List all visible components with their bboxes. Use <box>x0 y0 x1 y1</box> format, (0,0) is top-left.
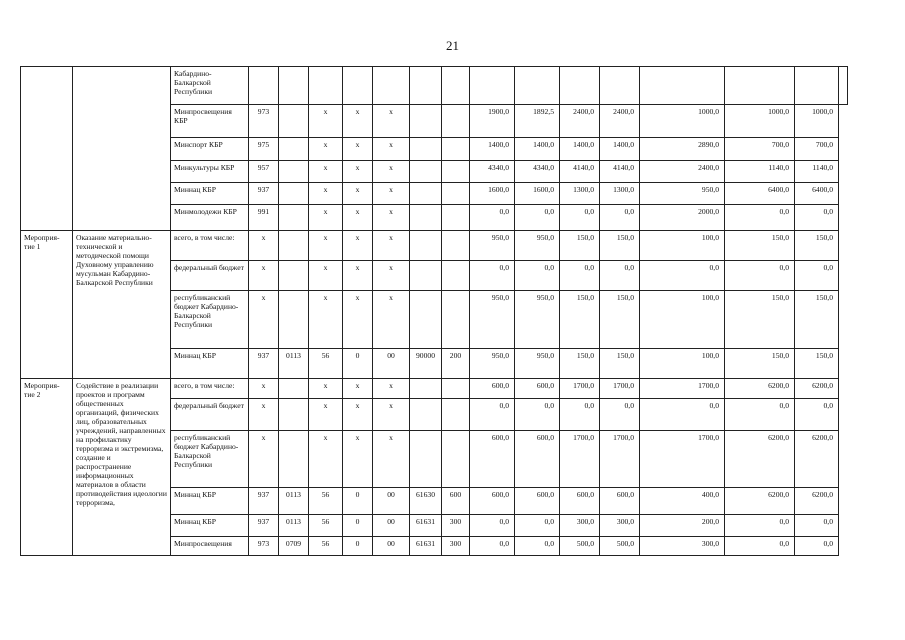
cell-value-5: 300,0 <box>640 537 725 556</box>
cell-value-2: 4340,0 <box>515 161 560 183</box>
cell-value-5: 1700,0 <box>640 379 725 399</box>
cell-value-2: 0,0 <box>515 261 560 291</box>
cell-value-5: 1000,0 <box>640 105 725 138</box>
cell-cs-2: 0 <box>343 515 373 537</box>
cell-value-5: 0,0 <box>640 261 725 291</box>
cell-value-7: 0,0 <box>795 399 839 431</box>
cell-value-3: 500,0 <box>560 537 600 556</box>
cell-value-4: 1300,0 <box>600 183 640 205</box>
cell-rz-pr <box>279 138 309 161</box>
cell-value-4: 150,0 <box>600 291 640 349</box>
cell-rz-pr <box>279 261 309 291</box>
cell-cs-2: x <box>343 183 373 205</box>
cell-cs-4 <box>410 231 442 261</box>
cell-cs-1: x <box>309 205 343 231</box>
cell-value-6: 700,0 <box>725 138 795 161</box>
cell-value-1: 0,0 <box>470 205 515 231</box>
cell-value-1: 1400,0 <box>470 138 515 161</box>
cell-cs-2: x <box>343 261 373 291</box>
cell-value-6: 150,0 <box>725 349 795 379</box>
cell-value-7: 700,0 <box>795 138 839 161</box>
cell-executor: Минкультуры КБР <box>171 161 249 183</box>
cell-value-3: 1700,0 <box>560 379 600 399</box>
cell-value-6: 0,0 <box>725 261 795 291</box>
cell-cs-3: x <box>373 291 410 349</box>
cell-value-4: 150,0 <box>600 349 640 379</box>
cell-value-1: 600,0 <box>470 431 515 488</box>
cell-executor: всего, в том числе: <box>171 379 249 399</box>
cell-cs-4 <box>410 183 442 205</box>
cell-cs-1: x <box>309 379 343 399</box>
cell-value-1: 950,0 <box>470 349 515 379</box>
cell-cs-1: x <box>309 431 343 488</box>
cell-value-3: 2400,0 <box>560 105 600 138</box>
cell-executor: Миннац КБР <box>171 515 249 537</box>
cell-cs-4 <box>410 379 442 399</box>
cell-value-5: 950,0 <box>640 183 725 205</box>
cell-grbs: x <box>249 431 279 488</box>
cell-cs-1: x <box>309 291 343 349</box>
cell-value-6: 0,0 <box>725 205 795 231</box>
cell-vr <box>442 138 470 161</box>
cell-value-6: 1000,0 <box>725 105 795 138</box>
cell-grbs: x <box>249 291 279 349</box>
cell-value-2 <box>515 67 560 105</box>
table-row <box>21 67 848 105</box>
cell-cs-4 <box>410 161 442 183</box>
cell-measure-name <box>73 67 171 231</box>
cell-cs-2: x <box>343 379 373 399</box>
cell-rz-pr <box>279 291 309 349</box>
cell-cs-3: x <box>373 161 410 183</box>
cell-cs-2: x <box>343 138 373 161</box>
cell-value-7: 1140,0 <box>795 161 839 183</box>
cell-cs-3: x <box>373 105 410 138</box>
cell-value-6: 0,0 <box>725 399 795 431</box>
cell-value-4: 300,0 <box>600 515 640 537</box>
cell-cs-1: x <box>309 161 343 183</box>
cell-value-7: 6200,0 <box>795 431 839 488</box>
cell-executor: республиканский бюджет Кабардино-Балкарской Республики <box>171 291 249 349</box>
cell-vr <box>442 231 470 261</box>
cell-cs-2: x <box>343 161 373 183</box>
cell-cs-3: x <box>373 261 410 291</box>
cell-executor: Минмолодежи КБР <box>171 205 249 231</box>
cell-value-3: 150,0 <box>560 231 600 261</box>
cell-cs-1: x <box>309 138 343 161</box>
cell-cs-2: x <box>343 431 373 488</box>
cell-rz-pr <box>279 105 309 138</box>
cell-value-3: 1700,0 <box>560 431 600 488</box>
cell-cs-2: x <box>343 291 373 349</box>
cell-value-2: 0,0 <box>515 515 560 537</box>
cell-executor: республиканский бюджет Кабардино-Балкарской Республики <box>171 431 249 488</box>
cell-value-7: 0,0 <box>795 515 839 537</box>
cell-grbs: 973 <box>249 537 279 556</box>
cell-grbs: 937 <box>249 349 279 379</box>
cell-value-4: 150,0 <box>600 231 640 261</box>
cell-cs-3: x <box>373 183 410 205</box>
cell-value-3 <box>560 67 600 105</box>
cell-value-3: 0,0 <box>560 399 600 431</box>
cell-executor: федеральный бюджет <box>171 261 249 291</box>
cell-cs-3: x <box>373 231 410 261</box>
cell-value-4: 2400,0 <box>600 105 640 138</box>
cell-value-5: 100,0 <box>640 349 725 379</box>
cell-value-4: 1400,0 <box>600 138 640 161</box>
table-row <box>21 231 848 261</box>
cell-rz-pr <box>279 205 309 231</box>
cell-value-1: 950,0 <box>470 291 515 349</box>
cell-grbs: 957 <box>249 161 279 183</box>
cell-grbs: 937 <box>249 515 279 537</box>
cell-rz-pr <box>279 399 309 431</box>
cell-value-6: 6200,0 <box>725 431 795 488</box>
cell-value-2: 600,0 <box>515 488 560 515</box>
cell-value-1: 0,0 <box>470 261 515 291</box>
cell-grbs: x <box>249 399 279 431</box>
cell-value-3: 150,0 <box>560 291 600 349</box>
cell-cs-2: x <box>343 399 373 431</box>
cell-value-7: 6400,0 <box>795 183 839 205</box>
cell-executor: Минпросвещения КБР <box>171 105 249 138</box>
cell-value-3: 600,0 <box>560 488 600 515</box>
table-row <box>21 379 848 399</box>
cell-cs-2: 0 <box>343 537 373 556</box>
cell-cs-1: x <box>309 183 343 205</box>
cell-value-2: 1400,0 <box>515 138 560 161</box>
cell-rz-pr <box>279 67 309 105</box>
cell-cs-1: 56 <box>309 488 343 515</box>
cell-grbs: 937 <box>249 183 279 205</box>
cell-rz-pr <box>279 183 309 205</box>
cell-cs-2 <box>343 67 373 105</box>
cell-executor: федеральный бюджет <box>171 399 249 431</box>
cell-value-6: 0,0 <box>725 515 795 537</box>
cell-cs-4 <box>410 261 442 291</box>
cell-cs-4 <box>410 105 442 138</box>
cell-undefined <box>839 67 848 105</box>
cell-vr <box>442 379 470 399</box>
cell-value-3: 150,0 <box>560 349 600 379</box>
cell-value-7: 150,0 <box>795 349 839 379</box>
cell-vr <box>442 205 470 231</box>
cell-rz-pr <box>279 231 309 261</box>
cell-rz-pr: 0113 <box>279 488 309 515</box>
cell-vr: 200 <box>442 349 470 379</box>
cell-cs-3: 00 <box>373 349 410 379</box>
cell-value-2: 0,0 <box>515 205 560 231</box>
cell-value-1: 950,0 <box>470 231 515 261</box>
cell-value-1: 600,0 <box>470 379 515 399</box>
cell-value-2: 0,0 <box>515 537 560 556</box>
cell-value-7: 0,0 <box>795 261 839 291</box>
cell-cs-1: 56 <box>309 537 343 556</box>
cell-cs-1: 56 <box>309 349 343 379</box>
cell-value-2: 950,0 <box>515 231 560 261</box>
cell-cs-1: x <box>309 399 343 431</box>
cell-cs-2: x <box>343 105 373 138</box>
cell-cs-2: 0 <box>343 349 373 379</box>
cell-grbs: 973 <box>249 105 279 138</box>
cell-cs-3: x <box>373 399 410 431</box>
cell-cs-1: x <box>309 105 343 138</box>
cell-value-1: 1900,0 <box>470 105 515 138</box>
cell-value-2: 950,0 <box>515 291 560 349</box>
cell-value-6: 6400,0 <box>725 183 795 205</box>
cell-cs-3: 00 <box>373 537 410 556</box>
cell-value-2: 0,0 <box>515 399 560 431</box>
cell-rz-pr <box>279 161 309 183</box>
cell-value-4: 0,0 <box>600 205 640 231</box>
cell-value-1: 0,0 <box>470 399 515 431</box>
cell-cs-4 <box>410 399 442 431</box>
cell-executor: Кабардино-Балкарской Республики <box>171 67 249 105</box>
cell-cs-1: 56 <box>309 515 343 537</box>
cell-cs-2: x <box>343 231 373 261</box>
cell-vr: 600 <box>442 488 470 515</box>
cell-vr <box>442 105 470 138</box>
cell-value-2: 950,0 <box>515 349 560 379</box>
cell-value-5: 0,0 <box>640 399 725 431</box>
cell-value-3: 1300,0 <box>560 183 600 205</box>
cell-value-1: 4340,0 <box>470 161 515 183</box>
cell-value-7: 150,0 <box>795 231 839 261</box>
cell-value-7: 6200,0 <box>795 488 839 515</box>
cell-value-6: 6200,0 <box>725 488 795 515</box>
cell-grbs: 991 <box>249 205 279 231</box>
cell-value-3: 300,0 <box>560 515 600 537</box>
cell-cs-3: x <box>373 205 410 231</box>
cell-cs-4 <box>410 67 442 105</box>
cell-cs-2: x <box>343 205 373 231</box>
cell-grbs: x <box>249 231 279 261</box>
cell-value-7: 150,0 <box>795 291 839 349</box>
cell-rz-pr <box>279 379 309 399</box>
cell-executor: Минпросвещения <box>171 537 249 556</box>
cell-value-5 <box>640 67 725 105</box>
cell-vr <box>442 67 470 105</box>
cell-vr <box>442 261 470 291</box>
cell-value-4: 0,0 <box>600 261 640 291</box>
cell-vr <box>442 161 470 183</box>
cell-vr <box>442 183 470 205</box>
cell-cs-1 <box>309 67 343 105</box>
cell-cs-4 <box>410 291 442 349</box>
cell-measure-name: Содействие в реализации проектов и программ общественных организаций, физических лиц, образовательных учреждений, направленных на профилактику терроризма и экстремизма, создание и распространение информационных материалов в области противодействия идеологии терроризма, <box>73 379 171 556</box>
cell-rz-pr <box>279 431 309 488</box>
cell-value-2: 600,0 <box>515 379 560 399</box>
cell-value-1 <box>470 67 515 105</box>
cell-value-3: 0,0 <box>560 205 600 231</box>
cell-measure-code: Мероприя-тие 1 <box>21 231 73 379</box>
cell-value-4: 1700,0 <box>600 431 640 488</box>
cell-cs-4 <box>410 431 442 488</box>
cell-grbs: 975 <box>249 138 279 161</box>
cell-cs-1: x <box>309 261 343 291</box>
cell-vr: 300 <box>442 515 470 537</box>
cell-value-1: 0,0 <box>470 515 515 537</box>
cell-cs-4: 61630 <box>410 488 442 515</box>
cell-value-5: 2400,0 <box>640 161 725 183</box>
cell-value-7: 0,0 <box>795 205 839 231</box>
cell-vr <box>442 399 470 431</box>
cell-cs-3 <box>373 67 410 105</box>
cell-cs-3: x <box>373 431 410 488</box>
cell-value-4 <box>600 67 640 105</box>
page-number: 21 <box>446 38 459 53</box>
cell-value-4: 1700,0 <box>600 379 640 399</box>
cell-grbs: x <box>249 379 279 399</box>
cell-value-7: 1000,0 <box>795 105 839 138</box>
cell-value-4: 600,0 <box>600 488 640 515</box>
cell-value-6: 150,0 <box>725 231 795 261</box>
cell-value-3: 0,0 <box>560 261 600 291</box>
cell-value-5: 1700,0 <box>640 431 725 488</box>
cell-value-5: 200,0 <box>640 515 725 537</box>
cell-value-4: 4140,0 <box>600 161 640 183</box>
cell-value-2: 1600,0 <box>515 183 560 205</box>
cell-value-6: 1140,0 <box>725 161 795 183</box>
cell-grbs: 937 <box>249 488 279 515</box>
cell-value-1: 1600,0 <box>470 183 515 205</box>
cell-value-5: 100,0 <box>640 231 725 261</box>
cell-cs-4 <box>410 205 442 231</box>
cell-value-5: 100,0 <box>640 291 725 349</box>
cell-value-1: 0,0 <box>470 537 515 556</box>
cell-value-7: 0,0 <box>795 537 839 556</box>
cell-vr <box>442 291 470 349</box>
cell-value-5: 2890,0 <box>640 138 725 161</box>
cell-executor: Миннац КБР <box>171 488 249 515</box>
cell-value-3: 1400,0 <box>560 138 600 161</box>
cell-executor: всего, в том числе: <box>171 231 249 261</box>
cell-value-6: 6200,0 <box>725 379 795 399</box>
cell-measure-code <box>21 67 73 231</box>
cell-value-2: 600,0 <box>515 431 560 488</box>
cell-value-7: 6200,0 <box>795 379 839 399</box>
cell-value-5: 2000,0 <box>640 205 725 231</box>
cell-executor: Миннац КБР <box>171 183 249 205</box>
cell-cs-3: x <box>373 138 410 161</box>
cell-value-5: 400,0 <box>640 488 725 515</box>
cell-vr: 300 <box>442 537 470 556</box>
cell-value-2: 1892,5 <box>515 105 560 138</box>
cell-measure-name: Оказание материально-технической и методической помощи Духовному управлению мусульман Кабардино-Балкарской Республики <box>73 231 171 379</box>
cell-value-6: 0,0 <box>725 537 795 556</box>
cell-cs-1: x <box>309 231 343 261</box>
cell-value-1: 600,0 <box>470 488 515 515</box>
cell-cs-4: 61631 <box>410 537 442 556</box>
cell-cs-3: x <box>373 379 410 399</box>
cell-cs-4: 61631 <box>410 515 442 537</box>
cell-cs-3: 00 <box>373 488 410 515</box>
cell-executor: Миннац КБР <box>171 349 249 379</box>
budget-table <box>20 66 848 556</box>
cell-measure-code: Мероприя-тие 2 <box>21 379 73 556</box>
cell-value-6 <box>725 67 795 105</box>
cell-rz-pr: 0709 <box>279 537 309 556</box>
cell-value-3: 4140,0 <box>560 161 600 183</box>
cell-cs-2: 0 <box>343 488 373 515</box>
cell-grbs: x <box>249 261 279 291</box>
cell-value-4: 0,0 <box>600 399 640 431</box>
cell-executor: Минспорт КБР <box>171 138 249 161</box>
cell-cs-4 <box>410 138 442 161</box>
cell-grbs <box>249 67 279 105</box>
cell-value-7 <box>795 67 839 105</box>
cell-vr <box>442 431 470 488</box>
cell-rz-pr: 0113 <box>279 515 309 537</box>
cell-value-4: 500,0 <box>600 537 640 556</box>
cell-value-6: 150,0 <box>725 291 795 349</box>
cell-cs-3: 00 <box>373 515 410 537</box>
cell-cs-4: 90000 <box>410 349 442 379</box>
cell-rz-pr: 0113 <box>279 349 309 379</box>
